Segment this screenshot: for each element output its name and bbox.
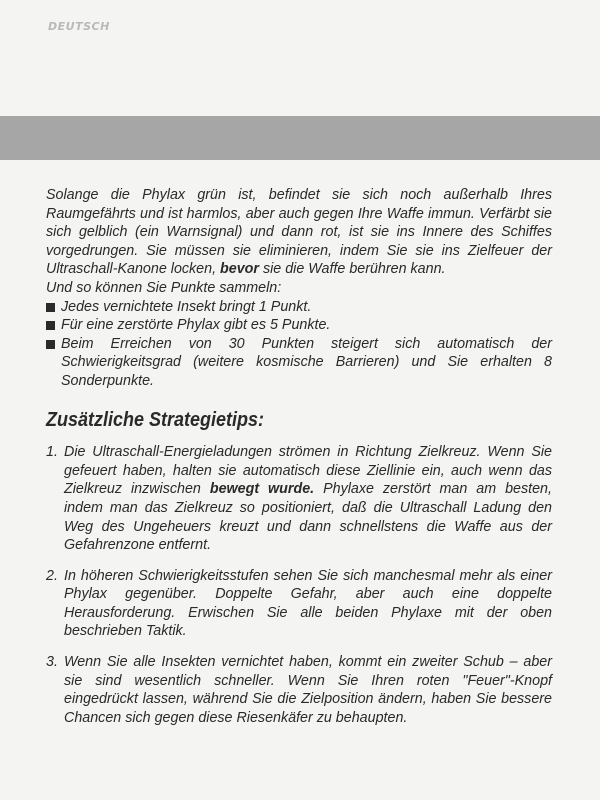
intro-text-after: sie die Waffe berühren kann.: [262, 261, 446, 278]
tip-number: 3.: [46, 654, 58, 671]
tip-number: 2.: [46, 567, 58, 584]
list-item: [46, 298, 552, 317]
tip-text: [64, 567, 552, 641]
tip-text: [64, 443, 552, 555]
points-intro: Und so können Sie Punkte sammeln:: [46, 279, 282, 296]
header-band: [0, 116, 600, 160]
list-item: [46, 335, 552, 391]
manual-content: [46, 186, 552, 739]
list-item: [46, 567, 552, 641]
bullet-square-icon: [46, 303, 55, 312]
language-label: DEUTSCH: [48, 20, 110, 33]
intro-section: [46, 186, 552, 391]
tip-text-after: Phylaxe zerstört man am besten, indem man das Zielkreuz so positioniert, daß die Ultraschall Ladung den Weg des Ungeheuers kreuzt und dann schnellstens die Waffe aus der Gefahrenzone entfernt.: [64, 481, 552, 554]
bullet-square-icon: [46, 321, 55, 330]
intro-text-bold: bevor: [220, 261, 259, 278]
list-item-text: Für eine zerstörte Phylax gibt es 5 Punkte.: [61, 317, 331, 334]
tip-text-bold: bewegt wurde.: [209, 481, 315, 498]
list-item-text: Jedes vernichtete Insekt bringt 1 Punkt.: [61, 298, 312, 315]
intro-paragraph: [46, 186, 552, 279]
tip-text-before: In höheren Schwierigkeitsstufen sehen Sie sich manchesmal mehr als einer Phylax gegenüber. Doppelte Gefahr, aber auch eine doppelte Herausforderung. Erwischen Sie alle beiden Phylaxe mit der oben beschrieben Taktik.: [64, 567, 552, 640]
intro-text-before: Solange die Phylax grün ist, befindet sie sich noch außerhalb Ihres Raumgefährts und ist harmlos, aber auch gegen Ihre Waffe immun. Verfärbt sie sich gelblich (ein Warnsignal) und dann rot, ist sie ins Innere des Schiffes vorgedrungen. Sie müssen sie eliminieren, indem Sie sie ins Zielfeuer der Ultraschall-Kanone locken,: [46, 187, 552, 278]
list-item: [46, 443, 552, 555]
list-item: [46, 653, 552, 727]
list-item-text: Beim Erreichen von 30 Punkten steigert sich automatisch der Schwierigkeitsgrad (weitere kosmische Barrieren) und Sie erhalten 8 Sonderpunkte.: [61, 335, 552, 389]
points-list: [46, 298, 552, 391]
strategy-heading: Zusätzliche Strategietips:: [46, 408, 265, 431]
tip-text-before: Wenn Sie alle Insekten vernichtet haben, kommt ein zweiter Schub – aber sie sind wesentlich schneller. Wenn Sie Ihren roten "Feuer"-Knopf eingedrückt lassen, während Sie die Zielposition ändern, haben Sie bessere Chancen sich gegen diese Riesenkäfer zu behaupten.: [64, 654, 552, 726]
tip-text-before: Die Ultraschall-Energieladungen strömen in Richtung Zielkreuz. Wenn Sie gefeuert haben, halten sie automatisch diese Ziellinie ein, auch wenn das Zielkreuz inzwischen: [64, 444, 552, 498]
tip-number: 1.: [46, 444, 58, 461]
tip-text: [64, 653, 552, 727]
list-item: [46, 316, 552, 335]
strategy-tips-list: [46, 443, 552, 727]
bullet-square-icon: [46, 340, 55, 349]
